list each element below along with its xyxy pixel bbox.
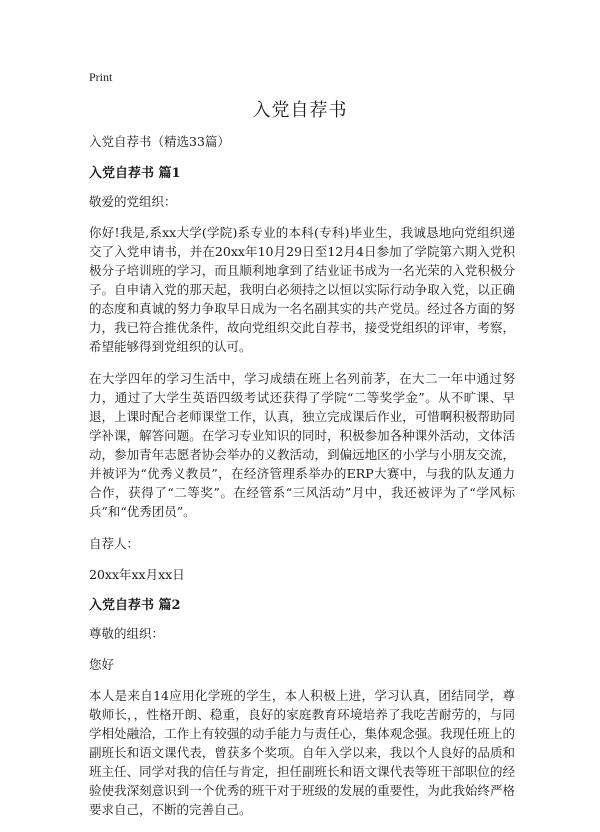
body-paragraph-1-2: 在大学四年的学习生活中，学习成绩在班上名列前茅，在大二一年中通过努力，通过了大学生英语四级考试还获得了学院“二等奖学金”。从不旷课、早退，上课时配合老师课堂工作，认真，独立完成课后作业，可惜啊积极帮助同学补课，解答问题。在学习专业知识的同时，积极参加各种课外活动，文体活动，参加青年志愿者协会举办的义教活动，到偏远地区的小学与小朋友交流，并被评为“优秀义教员”，在经济管理系举办的ERP大赛中，与我的队友通力合作，获得了“二等奖”。在经管系“三风活动”月中，我还被评为了“学风标兵”和“优秀团员”。 (89, 371, 515, 519)
signer-label: 自荐人： (89, 536, 140, 551)
document-body (89, 132, 515, 832)
salutation-2: 尊敬的组织： (89, 626, 165, 641)
body-paragraph-1-1: 你好!我是,系xx大学(学院)系专业的本科(专科)毕业生，我诚恳地向党组织递交了入党申请书，并在20xx年10月29日至12月4日参加了学院第六期入党积极分子培训班的学习，而且顺利地拿到了结业证书成为一名光荣的入党积极分子。自申请入党的那天起，我明白必须持之以恒以实际行动争取入党，以正确的态度和真诚的努力争取早日成为一名名副其实的共产党员。经过各方面的努力，我已符合推优条件，故向党组织交此自荐书，接受党组织的评审，考察，希望能够得到党组织的认可。 (89, 225, 515, 354)
section-heading-1: 入党自荐书 篇1 (89, 166, 181, 181)
greeting-2: 您好 (89, 657, 115, 672)
section-heading-2: 入党自荐书 篇2 (89, 598, 181, 613)
document-subtitle: 入党自荐书（精选33篇） (89, 134, 230, 149)
signature-date: 20xx年xx月xx日 (89, 567, 185, 582)
salutation-1: 敬爱的党组织： (89, 194, 177, 209)
page-title: 入党自荐书 (252, 100, 348, 121)
print-link[interactable]: Print (89, 70, 113, 84)
body-paragraph-2-1: 本人是来自14应用化学班的学生，本人积极上进，学习认真，团结同学，尊敬师长，，性格开朗、稳重，良好的家庭教育环境培养了我吃苦耐劳的，与同学相处融洽，工作上有较强的动手能力与责任心，集体观念强。我现任班上的副班长和语文课代表，曾获多个奖项。自年入学以来，我以个人良好的品质和班主任、同学对我的信任与肯定，担任副班长和语文课代表等班干部职位的经验使我深刻意识到一个优秀的班干对于班级的发展的重要性，为此我始终严格要求自己，不断的完善自己。 (89, 688, 515, 817)
